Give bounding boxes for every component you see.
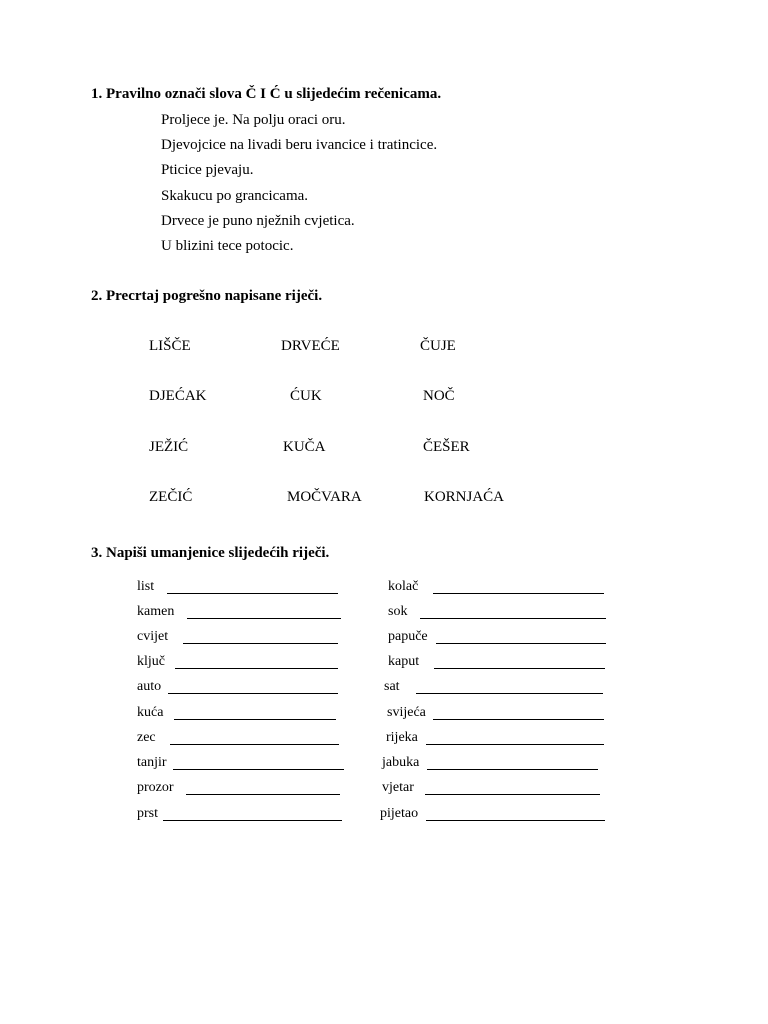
task3-word: ključ [137, 654, 165, 669]
task3-row-left [137, 779, 174, 797]
task3-heading: 3. Napiši umanjenice slijedećih riječi. [91, 545, 330, 561]
task3-row-right [388, 603, 407, 621]
task3-row-right [388, 653, 419, 671]
task1-sentence: U blizini tece potocic. [161, 237, 294, 254]
task1-sentence: Proljece je. Na polju oraci oru. [161, 112, 346, 128]
task3-word: kaput [388, 654, 420, 669]
answer-line[interactable] [416, 678, 603, 696]
answer-line[interactable] [163, 805, 342, 823]
task3-row-left [137, 754, 167, 772]
task2-word: ZEČIĆ [149, 489, 193, 505]
task1-sentence: Pticice pjevaju. [161, 162, 254, 179]
answer-line[interactable] [183, 628, 338, 646]
task3-word: rijeka [386, 730, 418, 745]
task1-sentence: Skakucu po grancicama. [161, 187, 309, 204]
task3-word: sok [388, 604, 408, 619]
task3-row-left [137, 653, 165, 671]
answer-line[interactable] [434, 653, 605, 671]
task1-heading: 1. Pravilno označi slova Č I Ć u slijedećim rečenicama. [91, 86, 442, 102]
task2-word: KORNJAĆA [424, 489, 505, 505]
task3-row-left [137, 704, 163, 722]
answer-line[interactable] [167, 578, 338, 596]
task3-row-right [384, 678, 400, 696]
answer-line[interactable] [187, 603, 341, 621]
task3-row-left [137, 628, 168, 646]
task3-row-right [388, 578, 418, 596]
task3-row-right [382, 754, 419, 772]
task2-word: KUČA [283, 439, 326, 455]
answer-line[interactable] [433, 578, 604, 596]
task3-word: list [137, 579, 155, 594]
task3-row-left [137, 678, 161, 696]
task3-row-right [380, 805, 418, 823]
task3-word: jabuka [382, 755, 420, 770]
task2-word: DRVEĆE [281, 338, 340, 354]
task2-word: LIŠČE [149, 338, 191, 354]
task3-row-right [382, 779, 414, 797]
answer-line[interactable] [426, 805, 605, 823]
answer-line[interactable] [433, 704, 604, 722]
task3-row-right [387, 704, 426, 722]
task3-row-left [137, 578, 154, 596]
answer-line[interactable] [186, 779, 340, 797]
task3-word: prozor [137, 780, 174, 795]
task1-sentence-list [161, 111, 437, 262]
task3-word: kuća [137, 705, 164, 720]
task2-word: JEŽIĆ [149, 439, 189, 455]
task3-row-right [386, 729, 418, 747]
task2-word: ČUJE [420, 338, 456, 354]
answer-line[interactable] [175, 653, 338, 671]
answer-line[interactable] [436, 628, 606, 646]
answer-line[interactable] [174, 704, 336, 722]
task3-word: svijeća [387, 705, 426, 720]
task1-sentence: Drvece je puno nježnih cvjetica. [161, 212, 355, 229]
task3-row-left [137, 603, 174, 621]
answer-line[interactable] [420, 603, 606, 621]
task3-word: cvijet [137, 629, 169, 644]
task3-word: auto [137, 679, 162, 694]
answer-line[interactable] [425, 779, 600, 797]
task3-word: kamen [137, 604, 175, 619]
task3-word: kolač [388, 579, 419, 594]
answer-line[interactable] [173, 754, 344, 772]
task3-word: sat [384, 679, 400, 694]
answer-line[interactable] [426, 729, 604, 747]
task3-row-right [388, 628, 428, 646]
task3-row-left [137, 805, 158, 823]
task3-word: vjetar [382, 780, 414, 795]
task2-word: MOČVARA [287, 489, 362, 505]
task2-word: ĆUK [290, 388, 322, 404]
answer-line[interactable] [168, 678, 338, 696]
task3-word: papuče [388, 629, 428, 644]
task3-word: prst [137, 806, 158, 821]
task1-sentence: Djevojcice na livadi beru ivancice i tratincice. [161, 137, 438, 154]
task3-word: zec [137, 730, 156, 745]
task2-heading: 2. Precrtaj pogrešno napisane riječi. [91, 288, 323, 304]
task3-row-left [137, 729, 156, 747]
answer-line[interactable] [170, 729, 339, 747]
task3-word: pijetao [380, 806, 419, 821]
task2-word: DJEĆAK [149, 388, 207, 404]
task2-word: ČEŠER [423, 439, 470, 455]
answer-line[interactable] [427, 754, 598, 772]
task2-word: NOČ [423, 388, 455, 404]
task3-word: tanjir [137, 755, 167, 770]
